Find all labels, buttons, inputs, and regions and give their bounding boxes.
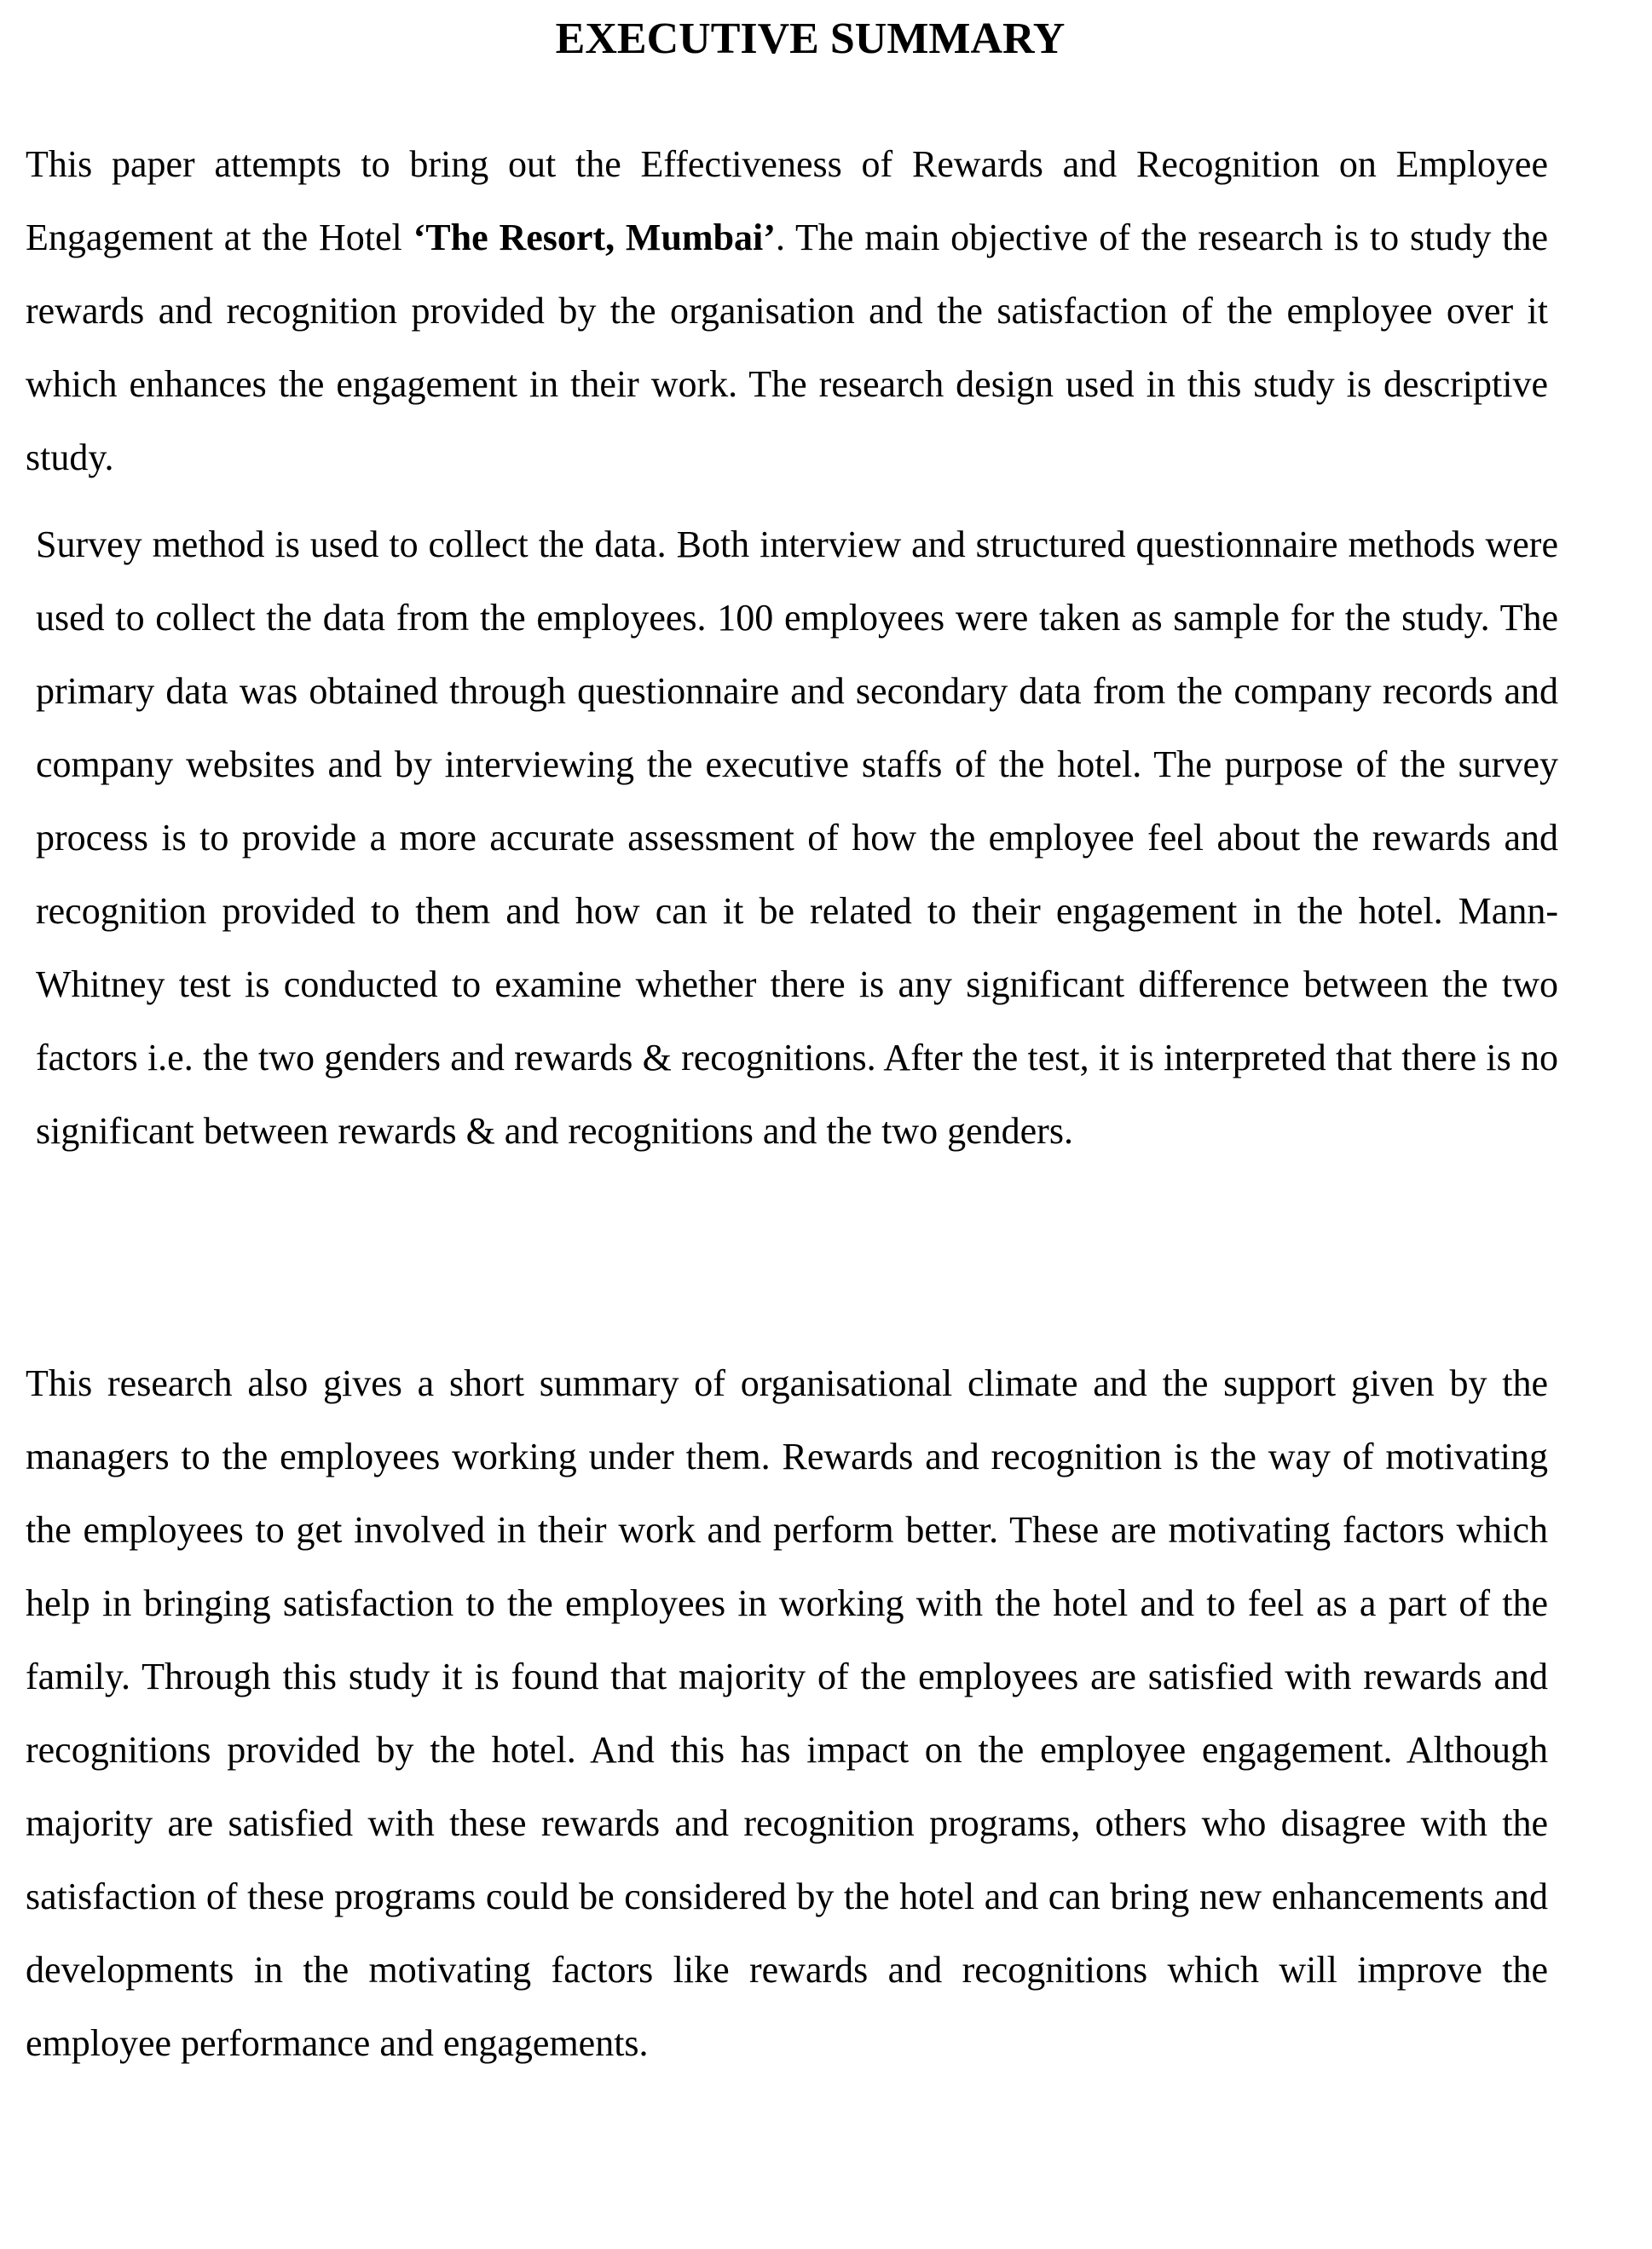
hotel-name: ‘The Resort, Mumbai’ [413,217,776,258]
document-page [26,0,1558,2064]
paragraph-methodology: Survey method is used to collect the data. Both interview and structured questionnaire methods were used to collect the data from the employees. 100 employees were taken as sample for the study. The primary data was obtained through questionnaire and secondary data from the company records and company websites and by interviewing the executive staffs of the hotel. The purpose of the survey process is to provide a more accurate assessment of how the employee feel about the rewards and recognition provided to them and how can it be related to their engagement in the hotel. Mann-Whitney test is conducted to examine whether there is any significant difference between the two factors i.e. the two genders and rewards & recognitions. After the test, it is interpreted that there is no significant between rewards & and recognitions and the two genders. [36,523,1558,1152]
paragraph-intro [26,128,1548,494]
paragraph-intro-text-2: . The main objective of the research is to study the rewards and recognition provided by the organisation and the satisfaction of the employee over it which enhances the engagement in their work. The research design used in this study is descriptive study. [26,217,1548,478]
page-title: EXECUTIVE SUMMARY [555,14,1066,63]
paragraph-findings: This research also gives a short summary of organisational climate and the support given by the managers to the employees working under them. Rewards and recognition is the way of motivating the employees to get involved in their work and perform better. These are motivating factors which help in bringing satisfaction to the employees in working with the hotel and to feel as a part of the family. Through this study it is found that majority of the employees are satisfied with rewards and recognitions provided by the hotel. And this has impact on the employee engagement. Although majority are satisfied with these rewards and recognition programs, others who disagree with the satisfaction of these programs could be considered by the hotel and can bring new enhancements and developments in the motivating factors like rewards and recognitions which will improve the employee performance and engagements. [26,1362,1548,2064]
paragraph-intro-text-1: This paper attempts to bring out the Effectiveness of Rewards and Recognition on Employee Engagement at the Hotel [26,143,1548,258]
